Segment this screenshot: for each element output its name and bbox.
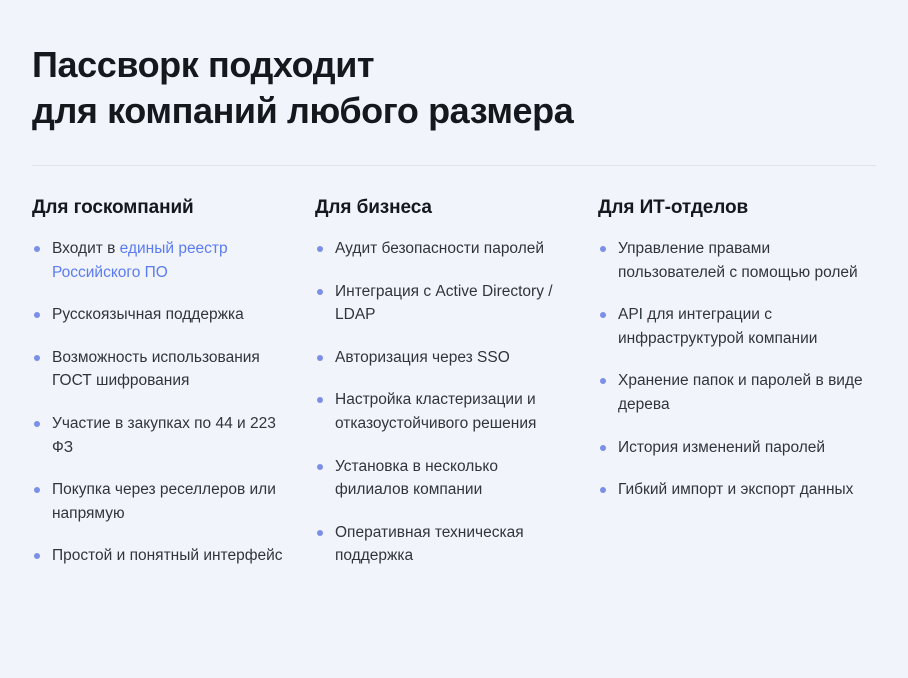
registry-link[interactable]: единый реестр Российского ПО [52, 240, 228, 281]
bullet-icon [600, 445, 606, 451]
column-title: Для бизнеса [315, 197, 432, 219]
list-item [32, 412, 291, 459]
feature-list [598, 237, 866, 501]
feature-column-it [598, 197, 876, 567]
page-root [0, 24, 908, 678]
list-item [32, 346, 291, 393]
list-item [315, 455, 574, 502]
list-item [598, 237, 866, 284]
bullet-icon [317, 355, 323, 361]
list-item [315, 521, 574, 568]
list-item-label: Интеграция с Active Directory / LDAP [335, 282, 553, 324]
bullet-icon [317, 464, 323, 470]
list-item [32, 303, 291, 327]
bullet-icon [600, 246, 606, 252]
list-item [32, 478, 291, 525]
feature-column-gov [32, 197, 315, 567]
list-item [598, 303, 866, 350]
bullet-icon [34, 246, 40, 252]
bullet-icon [34, 487, 40, 493]
list-item [315, 237, 574, 261]
list-item [598, 369, 866, 416]
list-item [315, 280, 574, 327]
list-item-label: История изменений паролей [618, 438, 826, 456]
list-item [315, 346, 574, 370]
feature-list [315, 237, 574, 567]
page-title-line-1: Пассворк подходит [32, 44, 375, 86]
page-title-line-2: для компаний любого размера [32, 90, 574, 132]
list-item-label: Русскоязычная поддержка [52, 306, 244, 324]
list-item [598, 436, 866, 460]
list-item-label: Возможность использования ГОСТ шифрования [52, 348, 260, 390]
bullet-icon [317, 530, 323, 536]
list-item-prefix: Входит в [52, 240, 120, 258]
feature-columns [32, 197, 876, 567]
list-item-label: Участие в закупках по 44 и 223 ФЗ [52, 415, 276, 456]
bullet-icon [317, 397, 323, 403]
list-item-label: Аудит безопасности паролей [335, 240, 545, 258]
list-item-label: Гибкий импорт и экспорт данных [618, 481, 854, 499]
list-item-label: API для интеграции с инфраструктурой компании [618, 306, 818, 347]
bullet-icon [317, 289, 323, 295]
bullet-icon [600, 378, 606, 384]
bullet-icon [34, 421, 40, 427]
list-item-label: Покупка через реселлеров или напрямую [52, 481, 276, 522]
bullet-icon [34, 553, 40, 559]
bullet-icon [600, 312, 606, 318]
page-title [32, 24, 772, 134]
column-title: Для ИТ-отделов [598, 197, 749, 219]
list-item-label: Хранение папок и паролей в виде дерева [618, 372, 863, 413]
bullet-icon [34, 355, 40, 361]
bullet-icon [34, 312, 40, 318]
list-item [32, 237, 291, 284]
bullet-icon [317, 246, 323, 252]
feature-list [32, 237, 291, 567]
list-item [598, 478, 866, 502]
list-item-label: Управление правами пользователей с помощью ролей [618, 240, 858, 281]
list-item-label: Оперативная техническая поддержка [335, 523, 524, 565]
feature-column-business [315, 197, 598, 567]
list-item-label: Установка в несколько филиалов компании [335, 457, 498, 499]
column-title: Для госкомпаний [32, 197, 194, 219]
divider [32, 165, 876, 166]
list-item-label: Настройка кластеризации и отказоустойчивого решения [335, 391, 537, 432]
list-item [32, 544, 291, 568]
bullet-icon [600, 487, 606, 493]
list-item [315, 388, 574, 435]
list-item-label: Простой и понятный интерфейс [52, 547, 283, 565]
list-item-label: Авторизация через SSO [335, 348, 510, 366]
